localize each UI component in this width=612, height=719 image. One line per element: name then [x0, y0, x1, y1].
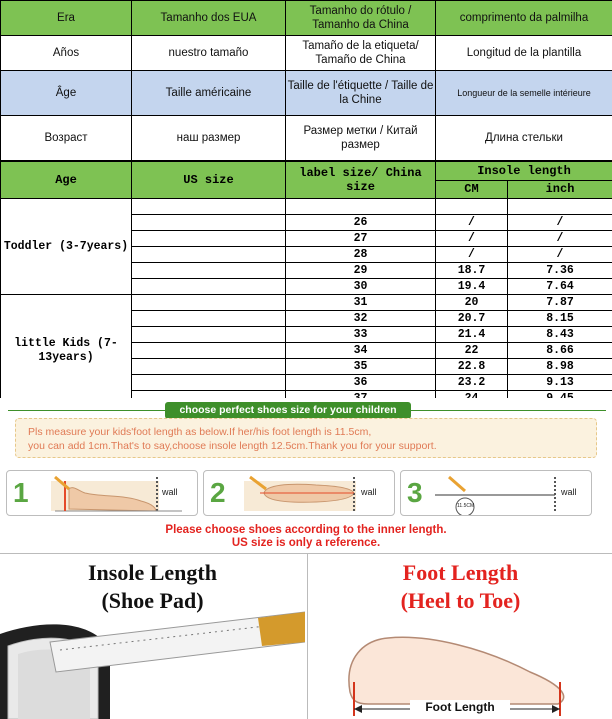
language-cell-label: Tamaño de la etiqueta/ Tamaño de China — [286, 36, 436, 71]
cell-inch: 9.13 — [508, 375, 612, 391]
cell-us — [132, 199, 286, 215]
language-cell-us: Taille américaine — [132, 71, 286, 116]
header-inch: inch — [508, 180, 612, 199]
language-row — [1, 36, 612, 71]
cell-label: 33 — [286, 327, 436, 343]
cell-us — [132, 279, 286, 295]
cell-label — [286, 199, 436, 215]
age-group-cell: Toddler (3-7years) — [1, 199, 132, 295]
language-cell-insole: comprimento da palmilha — [436, 1, 612, 36]
cell-us — [132, 375, 286, 391]
cell-cm: 20 — [436, 295, 508, 311]
warning-line-2: US size is only a reference. — [0, 537, 612, 550]
step-2-panel — [203, 470, 395, 516]
language-cell-label: Taille de l'étiquette / Taille de la Chine — [286, 71, 436, 116]
note-text — [28, 425, 588, 453]
header-label-size: label size/ China size — [286, 162, 436, 199]
cell-cm: 21.4 — [436, 327, 508, 343]
language-cell-us: Tamanho dos EUA — [132, 1, 286, 36]
warning-text — [0, 524, 612, 550]
step-2-number: 2 — [210, 477, 226, 509]
language-row — [1, 71, 612, 116]
language-cell-us: наш размер — [132, 116, 286, 161]
cell-inch: 8.43 — [508, 327, 612, 343]
language-cell-label: Tamanho do rótulo / Tamanho da China — [286, 1, 436, 36]
cell-inch: 8.98 — [508, 359, 612, 375]
header-insole-length: Insole length — [436, 162, 612, 181]
cell-cm: 20.7 — [436, 311, 508, 327]
cell-inch: / — [508, 231, 612, 247]
cell-label: 32 — [286, 311, 436, 327]
cell-inch: / — [508, 247, 612, 263]
measure-guide — [0, 398, 612, 548]
cell-inch: / — [508, 215, 612, 231]
cell-label: 35 — [286, 359, 436, 375]
note-line-2: you can add 1cm.That's to say,choose insole length 12.5cm.Thank you for your support. — [28, 439, 588, 453]
cell-cm: 18.7 — [436, 263, 508, 279]
cell-label: 30 — [286, 279, 436, 295]
cell-cm: 22 — [436, 343, 508, 359]
title-line-left — [8, 410, 165, 411]
guide-title: choose perfect shoes size for your children — [165, 402, 411, 419]
header-age: Age — [1, 162, 132, 199]
language-cell-insole: Длина стельки — [436, 116, 612, 161]
table-row — [1, 199, 612, 215]
step-2-wall-label: wall — [361, 487, 377, 497]
cell-us — [132, 263, 286, 279]
cell-label: 36 — [286, 375, 436, 391]
cell-us — [132, 343, 286, 359]
language-cell-us: nuestro tamaño — [132, 36, 286, 71]
foot-title-1: Foot Length — [308, 560, 612, 586]
language-cell-era: Возраст — [1, 116, 132, 161]
foot-panel — [307, 554, 612, 719]
step-3-panel — [400, 470, 592, 516]
language-cell-era: Era — [1, 1, 132, 36]
age-group-cell: little Kids (7-13years) — [1, 295, 132, 407]
tape-measure — [50, 612, 305, 672]
cell-cm — [436, 199, 508, 215]
measure-panels — [0, 553, 612, 719]
cell-cm: / — [436, 215, 508, 231]
cell-inch: 8.66 — [508, 343, 612, 359]
warning-line-1: Please choose shoes according to the inner length. — [0, 524, 612, 537]
cell-inch — [508, 199, 612, 215]
cell-us — [132, 359, 286, 375]
step-3-number: 3 — [407, 477, 423, 509]
cell-us — [132, 327, 286, 343]
size-data-table — [0, 161, 612, 407]
insole-photo — [0, 554, 305, 719]
header-cm: CM — [436, 180, 508, 199]
insole-title-2: (Shoe Pad) — [0, 588, 305, 614]
cell-us — [132, 215, 286, 231]
table-row — [1, 295, 612, 311]
step-1-panel — [6, 470, 198, 516]
cell-us — [132, 247, 286, 263]
header-us-size: US size — [132, 162, 286, 199]
language-row — [1, 1, 612, 36]
cell-label: 27 — [286, 231, 436, 247]
language-cell-insole: Longueur de la semelle intérieure — [436, 71, 612, 116]
title-line-right — [411, 410, 606, 411]
insole-title-1: Insole Length — [0, 560, 305, 586]
insole-panel — [0, 554, 305, 719]
language-cell-label: Размер метки / Китай размер — [286, 116, 436, 161]
cell-cm: / — [436, 247, 508, 263]
cell-us — [132, 311, 286, 327]
step-3-measure: 11.5CM — [457, 503, 474, 509]
cell-label: 34 — [286, 343, 436, 359]
cell-label: 31 — [286, 295, 436, 311]
cell-us — [132, 231, 286, 247]
step-1-wall-label: wall — [162, 487, 178, 497]
step-3-wall-label: wall — [561, 487, 577, 497]
language-cell-era: Âge — [1, 71, 132, 116]
cell-cm: 19.4 — [436, 279, 508, 295]
cell-label: 28 — [286, 247, 436, 263]
cell-inch: 7.36 — [508, 263, 612, 279]
step-1-number: 1 — [13, 477, 29, 509]
cell-inch: 7.64 — [508, 279, 612, 295]
cell-inch: 8.15 — [508, 311, 612, 327]
language-header-table — [0, 0, 612, 161]
note-line-1: Pls measure your kids'foot length as below.If her/his foot length is 11.5cm, — [28, 425, 588, 439]
foot-title-2: (Heel to Toe) — [308, 588, 612, 614]
foot-length-caption: Foot Length — [410, 700, 510, 714]
cell-us — [132, 295, 286, 311]
language-row — [1, 116, 612, 161]
cell-label: 29 — [286, 263, 436, 279]
cell-cm: / — [436, 231, 508, 247]
cell-cm: 22.8 — [436, 359, 508, 375]
cell-label: 26 — [286, 215, 436, 231]
size-header-row — [1, 162, 612, 181]
cell-inch: 7.87 — [508, 295, 612, 311]
cell-cm: 23.2 — [436, 375, 508, 391]
language-cell-insole: Longitud de la plantilla — [436, 36, 612, 71]
foot-illustration — [308, 554, 612, 719]
language-cell-era: Años — [1, 36, 132, 71]
